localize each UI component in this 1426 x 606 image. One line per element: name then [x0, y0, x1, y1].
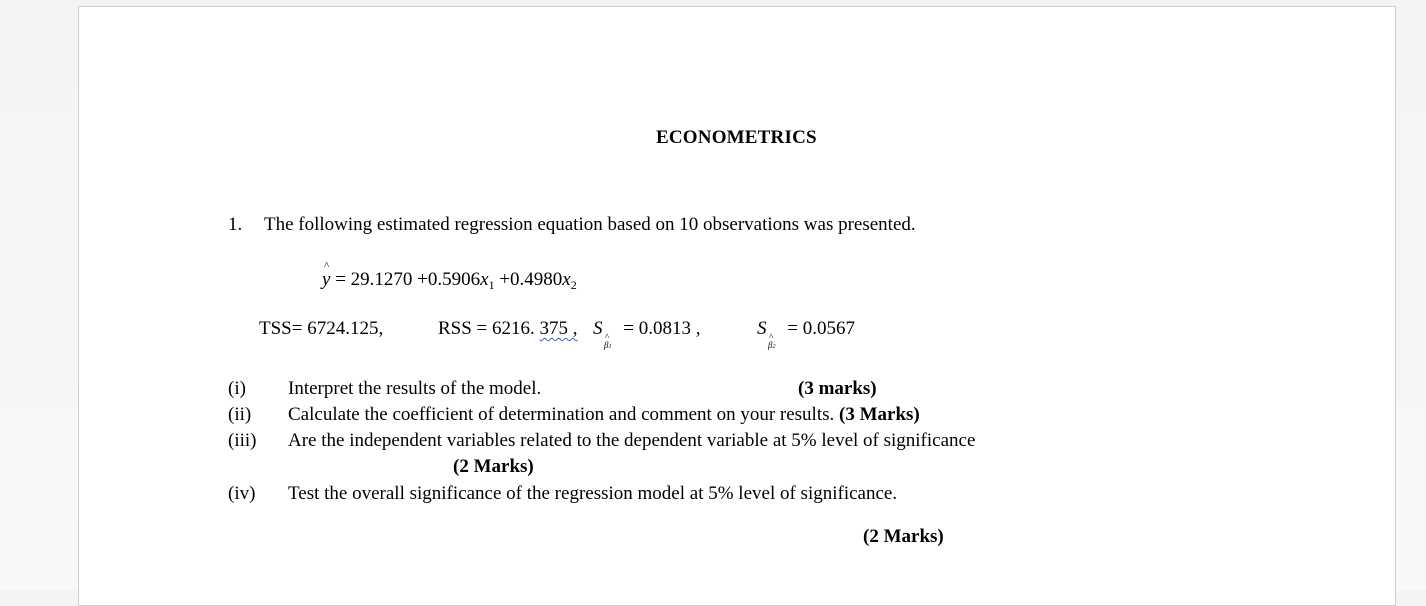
- se-beta2-index: 2: [772, 344, 776, 350]
- equation-constant: 29.1270: [350, 269, 413, 290]
- se-beta2-beta: β: [768, 340, 773, 350]
- rss-squiggle-text[interactable]: 375 ,: [539, 318, 578, 339]
- se-beta1-symbol: S: [593, 318, 603, 339]
- rss-value: [438, 318, 578, 340]
- se-beta2-symbol: S: [757, 318, 767, 339]
- part-label-ii: (ii): [228, 404, 252, 425]
- se-beta1-value: = 0.0813 ,: [623, 318, 701, 339]
- equation-sub-2: 2: [570, 278, 577, 292]
- part-label-iii: (iii): [228, 430, 257, 451]
- part-text-iv: Test the overall significance of the regression model at 5% level of significance.: [288, 483, 898, 504]
- tss-value: TSS= 6724.125,: [259, 318, 384, 339]
- se-beta2: [757, 318, 855, 350]
- equation-plus-1: +: [417, 269, 428, 290]
- document-page: [78, 6, 1396, 606]
- part-text-ii: Calculate the coefficient of determination and comment on your results.: [288, 404, 835, 425]
- part-marks-i: (3 marks): [798, 378, 877, 399]
- part-marks-iii: (2 Marks): [453, 456, 534, 477]
- equation-sub-1: 1: [488, 278, 495, 292]
- part-text-iii: Are the independent variables related to the dependent variable at 5% level of significance: [288, 430, 976, 451]
- se-beta1-hat: ^: [605, 332, 610, 342]
- se-beta2-value: = 0.0567: [787, 318, 855, 339]
- document-title: ECONOMETRICS: [656, 127, 817, 148]
- equation-coef-2: 0.4980: [510, 269, 563, 290]
- se-beta2-sub: [768, 340, 775, 350]
- part-text-i: Interpret the results of the model.: [288, 378, 542, 399]
- equation-coef-1: 0.5906: [427, 269, 481, 290]
- question-text: The following estimated regression equation based on 10 observations was presented.: [264, 214, 916, 235]
- equation-var-1: x: [480, 269, 489, 290]
- se-beta1-beta: β: [604, 340, 609, 350]
- part-marks-ii: (3 Marks): [839, 404, 920, 425]
- equation-lhs: y: [322, 269, 331, 290]
- part-marks-iv: (2 Marks): [863, 526, 944, 547]
- se-beta1: [593, 318, 701, 350]
- equation-hat: ^: [324, 260, 330, 272]
- equation-var-2: x: [562, 269, 571, 290]
- se-beta1-index: 1: [608, 344, 612, 350]
- question-number: 1.: [228, 214, 243, 235]
- equation-plus-2: +: [499, 269, 511, 290]
- part-label-iv: (iv): [228, 483, 256, 504]
- se-beta1-sub: [604, 340, 611, 350]
- se-beta2-hat: ^: [769, 332, 774, 342]
- regression-equation: [322, 260, 577, 293]
- part-label-i: (i): [228, 378, 246, 399]
- part-line-ii: [288, 404, 920, 426]
- equation-equals: =: [335, 269, 346, 290]
- rss-prefix: RSS = 6216.: [438, 318, 540, 339]
